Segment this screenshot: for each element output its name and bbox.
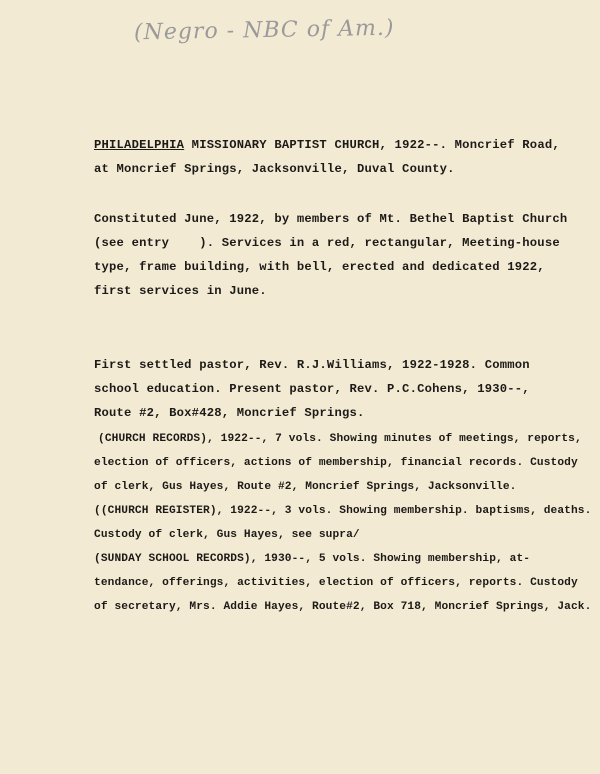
- church-name-underlined: PHILADELPHIA: [94, 138, 185, 152]
- pastors-line-1: First settled pastor, Rev. R.J.Williams, 1922-1928. Common: [94, 358, 530, 372]
- records-line-8: of secretary, Mrs. Addie Hayes, Route#2, Box 718, Moncrief Springs, Jack.: [94, 601, 592, 613]
- pastors-line-2: school education. Present pastor, Rev. P.C.Cohens, 1930--,: [94, 382, 530, 396]
- records-line-3: of clerk, Gus Hayes, Route #2, Moncrief Springs, Jacksonville.: [94, 481, 517, 493]
- constituted-line-3: type, frame building, with bell, erected and dedicated 1922,: [94, 260, 545, 274]
- records-line-2: election of officers, actions of membership, financial records. Custody: [94, 457, 578, 469]
- heading-line-1-rest: MISSIONARY BAPTIST CHURCH, 1922--. Moncrief Road,: [184, 138, 560, 152]
- constituted-line-4: first services in June.: [94, 284, 267, 298]
- handwritten-annotation: (Negro - NBC of Am.): [133, 15, 395, 46]
- records-line-6: (SUNDAY SCHOOL RECORDS), 1930--, 5 vols. Showing membership, at-: [94, 553, 531, 565]
- records-line-4: ((CHURCH REGISTER), 1922--, 3 vols. Showing membership. baptisms, deaths.: [94, 505, 592, 517]
- heading-line-2: at Moncrief Springs, Jacksonville, Duval County.: [94, 162, 455, 176]
- constituted-line-2: (see entry ). Services in a red, rectangular, Meeting-house: [94, 236, 560, 250]
- records-line-5: Custody of clerk, Gus Hayes, see supra/: [94, 529, 360, 541]
- pastors-line-3: Route #2, Box#428, Moncrief Springs.: [94, 406, 365, 420]
- records-line-1: (CHURCH RECORDS), 1922--, 7 vols. Showing minutes of meetings, reports,: [98, 433, 582, 445]
- constituted-line-1: Constituted June, 1922, by members of Mt. Bethel Baptist Church: [94, 212, 568, 226]
- records-line-7: tendance, offerings, activities, election of officers, reports. Custody: [94, 577, 578, 589]
- heading-line-1: [94, 138, 560, 152]
